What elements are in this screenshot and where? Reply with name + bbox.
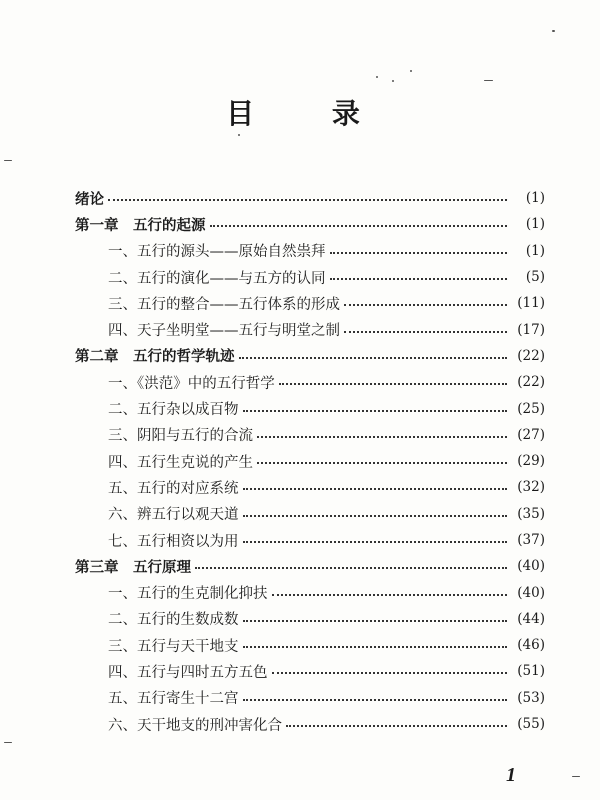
dot-leader <box>330 252 508 254</box>
toc-section-entry <box>75 290 545 316</box>
toc-entry-page: (44) <box>517 610 545 627</box>
dot-leader <box>272 594 508 596</box>
dot-leader <box>243 620 508 622</box>
dot-leader <box>243 515 508 517</box>
toc-entry-label: 三、五行的整合——五行体系的形成 <box>108 296 340 313</box>
dot-leader <box>243 646 508 648</box>
scan-speck <box>410 70 412 72</box>
toc-entry-page: (27) <box>517 426 545 443</box>
toc-section-entry <box>75 264 545 290</box>
toc-section-entry <box>75 632 545 658</box>
toc-entry-page: (53) <box>517 689 545 706</box>
dot-leader <box>257 436 507 438</box>
dot-leader <box>257 462 507 464</box>
dot-leader <box>344 331 507 333</box>
toc-entry-label: 三、五行与天干地支 <box>108 638 239 655</box>
table-of-contents <box>75 185 545 737</box>
toc-entry-label: 四、五行生克说的产生 <box>108 454 253 471</box>
scan-speck <box>484 80 493 81</box>
scan-speck <box>572 776 580 777</box>
toc-section-entry <box>75 395 545 421</box>
dot-leader <box>239 357 508 359</box>
page-title: 目 录 <box>226 97 394 130</box>
toc-entry-label: 二、五行杂以成百物 <box>108 402 239 419</box>
dot-leader <box>243 541 508 543</box>
dot-leader <box>344 304 507 306</box>
toc-section-entry <box>75 238 545 264</box>
toc-section-entry <box>75 501 545 527</box>
toc-entry-page: (51) <box>517 663 545 680</box>
dot-leader <box>210 225 508 227</box>
dot-leader <box>195 567 507 569</box>
toc-entry-page: (1) <box>525 190 545 207</box>
toc-entry-page: (40) <box>517 558 545 575</box>
toc-entry-label: 二、五行的演化——与五方的认同 <box>108 270 326 287</box>
toc-entry-label: 四、天子坐明堂——五行与明堂之制 <box>108 323 340 340</box>
toc-entry-label: 第三章 五行原理 <box>75 559 191 576</box>
scan-speck <box>392 80 394 82</box>
toc-entry-page: (46) <box>517 637 545 654</box>
toc-chapter-entry <box>75 343 545 369</box>
toc-entry-page: (11) <box>517 295 545 312</box>
toc-entry-label: 一、五行的生克制化抑扶 <box>108 586 268 603</box>
toc-entry-page: (40) <box>517 584 545 601</box>
scan-speck <box>4 160 12 161</box>
toc-chapter-entry <box>75 185 545 211</box>
toc-entry-page: (37) <box>517 532 545 548</box>
scan-speck <box>4 742 12 743</box>
toc-section-entry <box>75 579 545 605</box>
toc-entry-label: 第二章 五行的哲学轨迹 <box>75 349 235 366</box>
toc-section-entry <box>75 316 545 342</box>
toc-entry-page: (22) <box>517 347 545 364</box>
toc-entry-page: (1) <box>525 216 545 233</box>
toc-section-entry <box>75 422 545 448</box>
scan-speck <box>238 134 240 136</box>
toc-entry-label: 六、天干地支的刑冲害化合 <box>108 717 282 734</box>
dot-leader <box>330 278 508 280</box>
toc-entry-label: 一、五行的源头——原始自然祟拜 <box>108 244 326 261</box>
toc-section-entry <box>75 448 545 474</box>
toc-entry-label: 五、五行的对应系统 <box>108 480 239 497</box>
toc-section-entry <box>75 474 545 500</box>
toc-entry-page: (32) <box>517 479 545 496</box>
toc-entry-page: (5) <box>525 269 545 286</box>
toc-entry-page: (55) <box>517 716 545 733</box>
toc-chapter-entry <box>75 211 545 237</box>
dot-leader <box>243 410 508 412</box>
toc-entry-label: 七、五行相资以为用 <box>108 533 239 550</box>
toc-chapter-entry <box>75 553 545 579</box>
toc-entry-label: 绪论 <box>75 191 104 208</box>
toc-entry-label: 六、辨五行以观天道 <box>108 507 239 524</box>
scan-speck <box>376 76 378 78</box>
toc-entry-label: 三、阴阳与五行的合流 <box>108 428 253 445</box>
toc-section-entry <box>75 527 545 553</box>
toc-section-entry <box>75 711 545 737</box>
dot-leader <box>243 488 508 490</box>
toc-section-entry <box>75 369 545 395</box>
toc-entry-label: 二、五行的生数成数 <box>108 612 239 629</box>
dot-leader <box>108 199 507 201</box>
dot-leader <box>243 699 508 701</box>
toc-section-entry <box>75 658 545 684</box>
dot-leader <box>286 725 507 727</box>
toc-entry-label: 四、五行与四时五方五色 <box>108 664 268 681</box>
dot-leader <box>279 383 507 385</box>
toc-entry-page: (25) <box>517 400 545 417</box>
dot-leader <box>272 672 508 674</box>
toc-entry-page: (17) <box>517 321 545 338</box>
toc-entry-label: 一、《洪范》中的五行哲学 <box>108 375 275 392</box>
toc-section-entry <box>75 606 545 632</box>
scan-speck <box>552 30 555 32</box>
toc-entry-page: (1) <box>525 242 545 259</box>
page-number: 1 <box>506 764 516 786</box>
toc-entry-page: (35) <box>517 505 545 522</box>
toc-entry-label: 五、五行寄生十二宫 <box>108 691 239 708</box>
toc-section-entry <box>75 685 545 711</box>
toc-entry-label: 第一章 五行的起源 <box>75 217 206 234</box>
toc-entry-page: (29) <box>517 453 545 470</box>
toc-entry-page: (22) <box>517 374 545 391</box>
